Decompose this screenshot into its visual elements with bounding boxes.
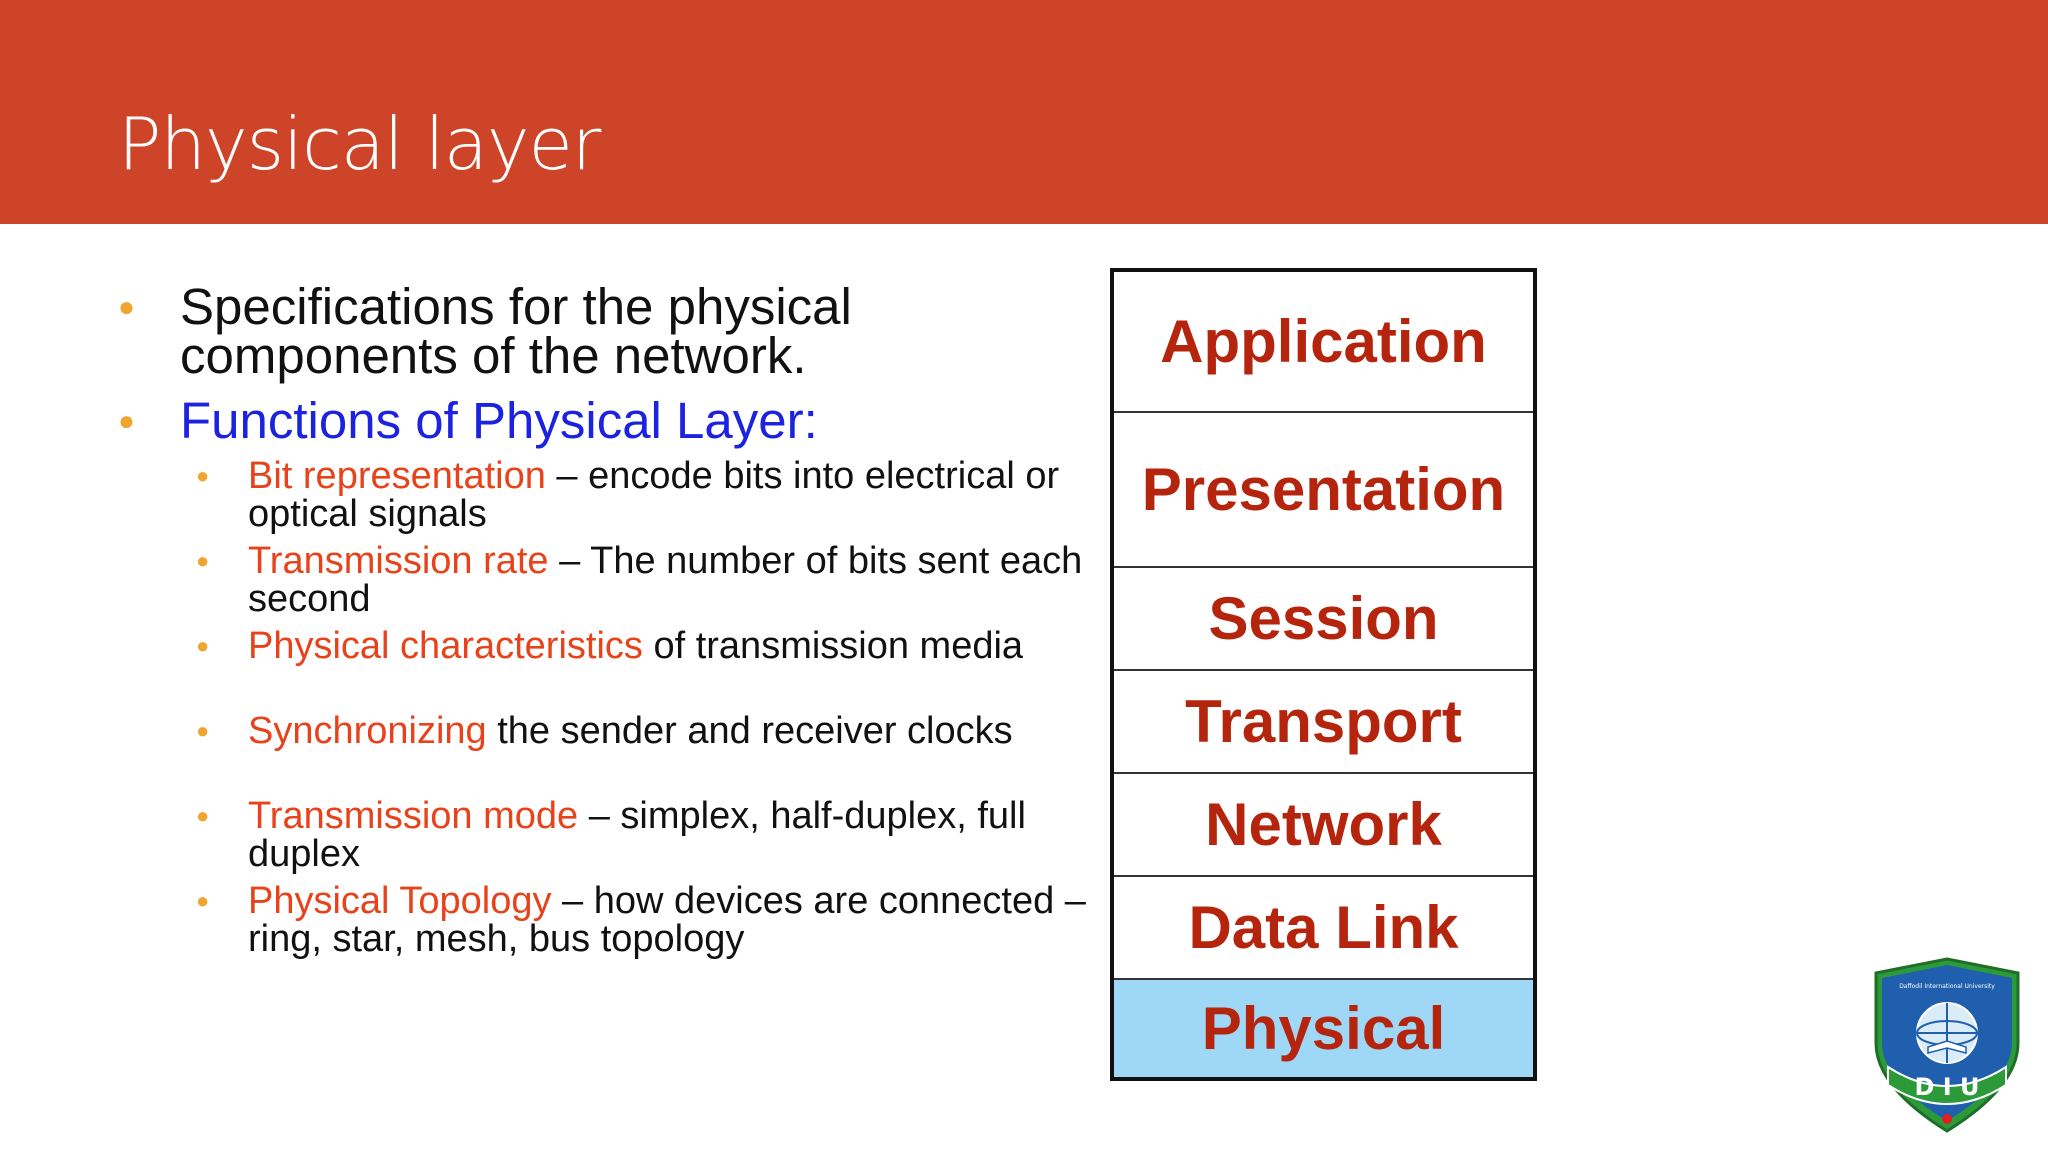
sub-bullet-term: Physical characteristics bbox=[248, 625, 643, 667]
bullet-dot-icon: ● bbox=[196, 718, 210, 743]
bullet-dot-icon: ● bbox=[196, 888, 210, 913]
bullet-dot-icon: ● bbox=[118, 405, 135, 436]
sub-bullet-desc: of transmission media bbox=[642, 625, 1024, 667]
osi-layer-application: Application bbox=[1114, 272, 1533, 413]
bullet-dot-icon: ● bbox=[196, 803, 210, 828]
osi-layer-transport: Transport bbox=[1114, 671, 1533, 774]
sub-bullet-term: Transmission rate bbox=[248, 540, 549, 582]
sub-bullet-term: Synchronizing bbox=[248, 710, 487, 752]
sub-bullet-desc: – simplex, half-duplex, full duplex bbox=[248, 795, 1026, 875]
bullet-dot-icon: ● bbox=[196, 463, 210, 488]
sub-bullet-term: Transmission mode bbox=[248, 795, 579, 837]
slide-title: Physical layer bbox=[118, 102, 601, 186]
logo-letters: D I U bbox=[1914, 1073, 1980, 1101]
bullet-dot-icon: ● bbox=[196, 633, 210, 658]
sub-bullet-term: Bit representation bbox=[248, 455, 546, 497]
sub-bullet-desc: – how devices are connected – ring, star, mesh, bus topology bbox=[248, 880, 1086, 960]
title-bar bbox=[0, 0, 2048, 224]
osi-layer-data-link: Data Link bbox=[1114, 877, 1533, 980]
sub-bullet-desc: – The number of bits sent each second bbox=[248, 540, 1083, 620]
osi-model-stack bbox=[1110, 268, 1537, 1081]
osi-layer-presentation: Presentation bbox=[1114, 413, 1533, 568]
bullet-dot-icon: ● bbox=[196, 548, 210, 573]
osi-layer-network: Network bbox=[1114, 774, 1533, 877]
diu-shield-icon bbox=[1858, 955, 2036, 1135]
bullet-dot-icon: ● bbox=[118, 291, 135, 322]
logo-university-name: Daffodil International University bbox=[1899, 983, 1995, 990]
bullet-text: Functions of Physical Layer: bbox=[180, 392, 818, 449]
bullet-text: Specifications for the physical components of the network. bbox=[180, 278, 852, 384]
sub-bullet-term: Physical Topology bbox=[248, 880, 552, 922]
osi-layer-session: Session bbox=[1114, 568, 1533, 671]
sub-bullet-desc: the sender and receiver clocks bbox=[486, 710, 1013, 752]
sub-bullet-desc: – encode bits into electrical or optical signals bbox=[248, 455, 1060, 535]
osi-layer-physical: Physical bbox=[1114, 980, 1533, 1077]
university-logo bbox=[1858, 955, 2036, 1135]
